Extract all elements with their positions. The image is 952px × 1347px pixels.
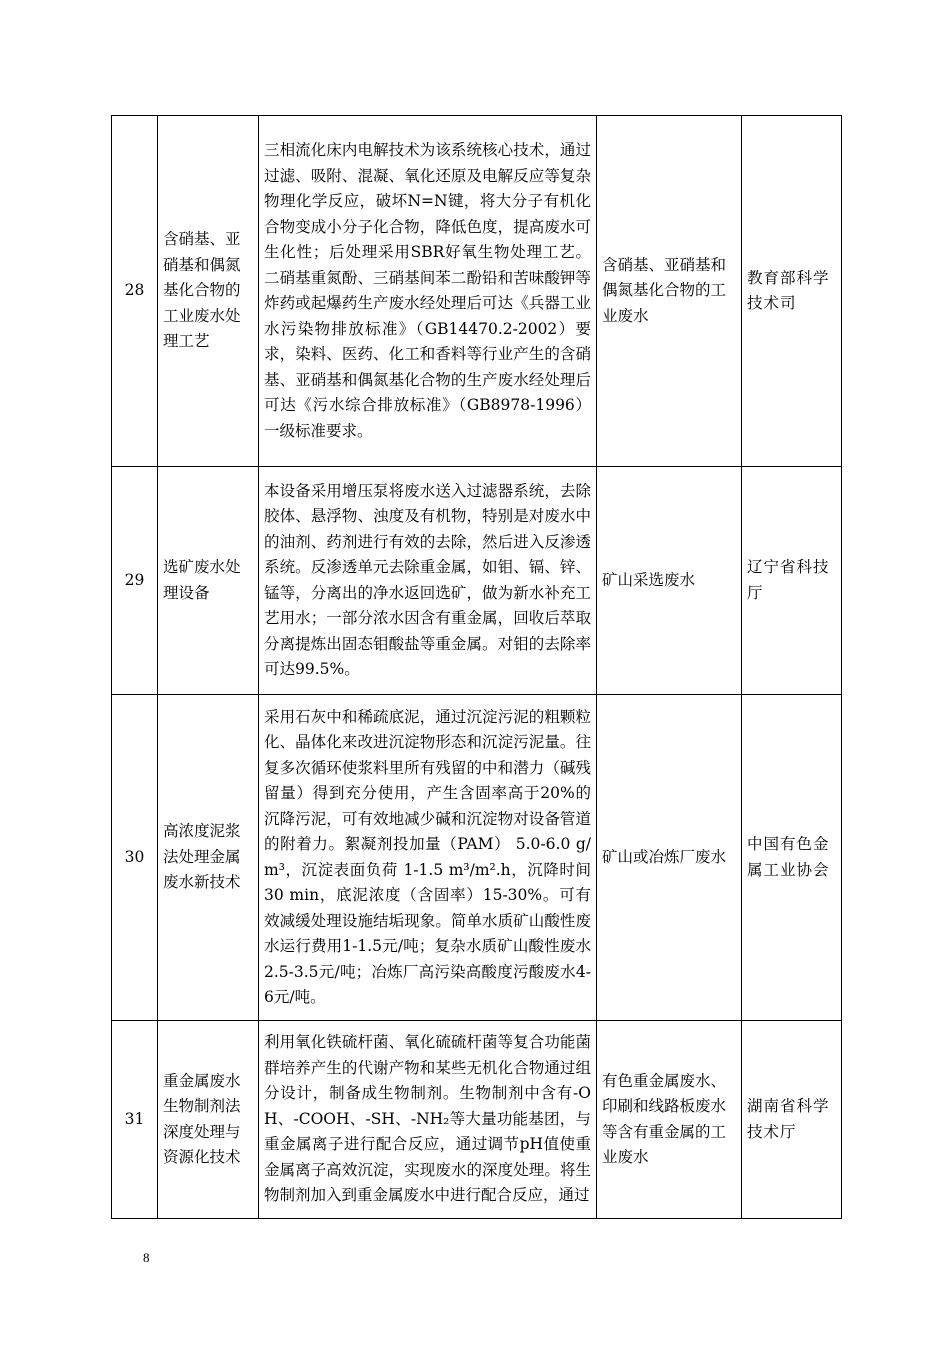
table-row xyxy=(112,116,842,467)
technology-table xyxy=(111,115,842,1219)
application-scope: 矿山或冶炼厂废水 xyxy=(597,695,742,1021)
technology-name: 重金属废水生物制剂法深度处理与资源化技术 xyxy=(158,1021,259,1219)
application-scope: 有色重金属废水、印刷和线路板废水等含有重金属的工业废水 xyxy=(597,1021,742,1219)
row-number: 29 xyxy=(112,467,158,695)
technology-description: 三相流化床内电解技术为该系统核心技术，通过过滤、吸附、混凝、氧化还原及电解反应等复杂物理化学反应，破坏N=N键，将大分子有机化合物变成小分子化合物，降低色度，提高废水可生化性；后处理采用SBR好氧生物处理工艺。二硝基重氮酚、三硝基间苯二酚铅和苦味酸钾等炸药或起爆药生产废水经处理后可达《兵器工业水污染物排放标准》（GB14470.2-2002）要求，染料、医药、化工和香料等行业产生的含硝基、亚硝基和偶氮基化合物的生产废水经处理后可达《污水综合排放标准》（GB8978-1996）一级标准要求。 xyxy=(259,116,597,467)
technology-description: 本设备采用增压泵将废水送入过滤器系统，去除胶体、悬浮物、浊度及有机物，特别是对废水中的油剂、药剂进行有效的去除，然后进入反渗透系统。反渗透单元去除重金属，如钼、镉、锌、锰等，分离出的净水返回选矿，做为新水补充工艺用水；一部分浓水因含有重金属，回收后萃取分离提炼出固态钼酸盐等重金属。对钼的去除率可达99.5%。 xyxy=(259,467,597,695)
row-number: 28 xyxy=(112,116,158,467)
table-row xyxy=(112,695,842,1021)
technology-name: 选矿废水处理设备 xyxy=(158,467,259,695)
application-scope: 含硝基、亚硝基和偶氮基化合物的工业废水 xyxy=(597,116,742,467)
table-row xyxy=(112,467,842,695)
technology-description: 采用石灰中和稀疏底泥，通过沉淀污泥的粗颗粒化、晶体化来改进沉淀物形态和沉淀污泥量。往复多次循环使浆料里所有残留的中和潜力（碱残留量）得到充分使用，产生含固率高于20%的沉降污泥，可有效地减少碱和沉淀物对设备管道的附着力。絮凝剂投加量（PAM） 5.0-6.0 g/m³，沉淀表面负荷 1-1.5 m³/m².h，沉降时间 30 min，底泥浓度（含固率）15-30%。可有效减缓处理设施结垢现象。简单水质矿山酸性废水运行费用1-1.5元/吨；复杂水质矿山酸性废水2.5-3.5元/吨；冶炼厂高污染高酸度污酸废水4-6元/吨。 xyxy=(259,695,597,1021)
recommending-department: 湖南省科学技术厅 xyxy=(742,1021,842,1219)
row-number: 31 xyxy=(112,1021,158,1219)
recommending-department: 教育部科学技术司 xyxy=(742,116,842,467)
technology-name: 含硝基、亚硝基和偶氮基化合物的工业废水处理工艺 xyxy=(158,116,259,467)
application-scope: 矿山采选废水 xyxy=(597,467,742,695)
recommending-department: 辽宁省科技厅 xyxy=(742,467,842,695)
technology-name: 高浓度泥浆法处理金属废水新技术 xyxy=(158,695,259,1021)
technology-description: 利用氧化铁硫杆菌、氧化硫硫杆菌等复合功能菌群培养产生的代谢产物和某些无机化合物通过组分设计，制备成生物制剂。生物制剂中含有-OH、-COOH、-SH、-NH₂等大量功能基团，与重金属离子进行配合反应，通过调节pH值使重金属离子高效沉淀，实现废水的深度处理。将生物制剂加入到重金属废水中进行配合反应，通过 xyxy=(259,1021,597,1219)
table-row xyxy=(112,1021,842,1219)
row-number: 30 xyxy=(112,695,158,1021)
recommending-department: 中国有色金属工业协会 xyxy=(742,695,842,1021)
page-number: 8 xyxy=(143,1250,150,1265)
